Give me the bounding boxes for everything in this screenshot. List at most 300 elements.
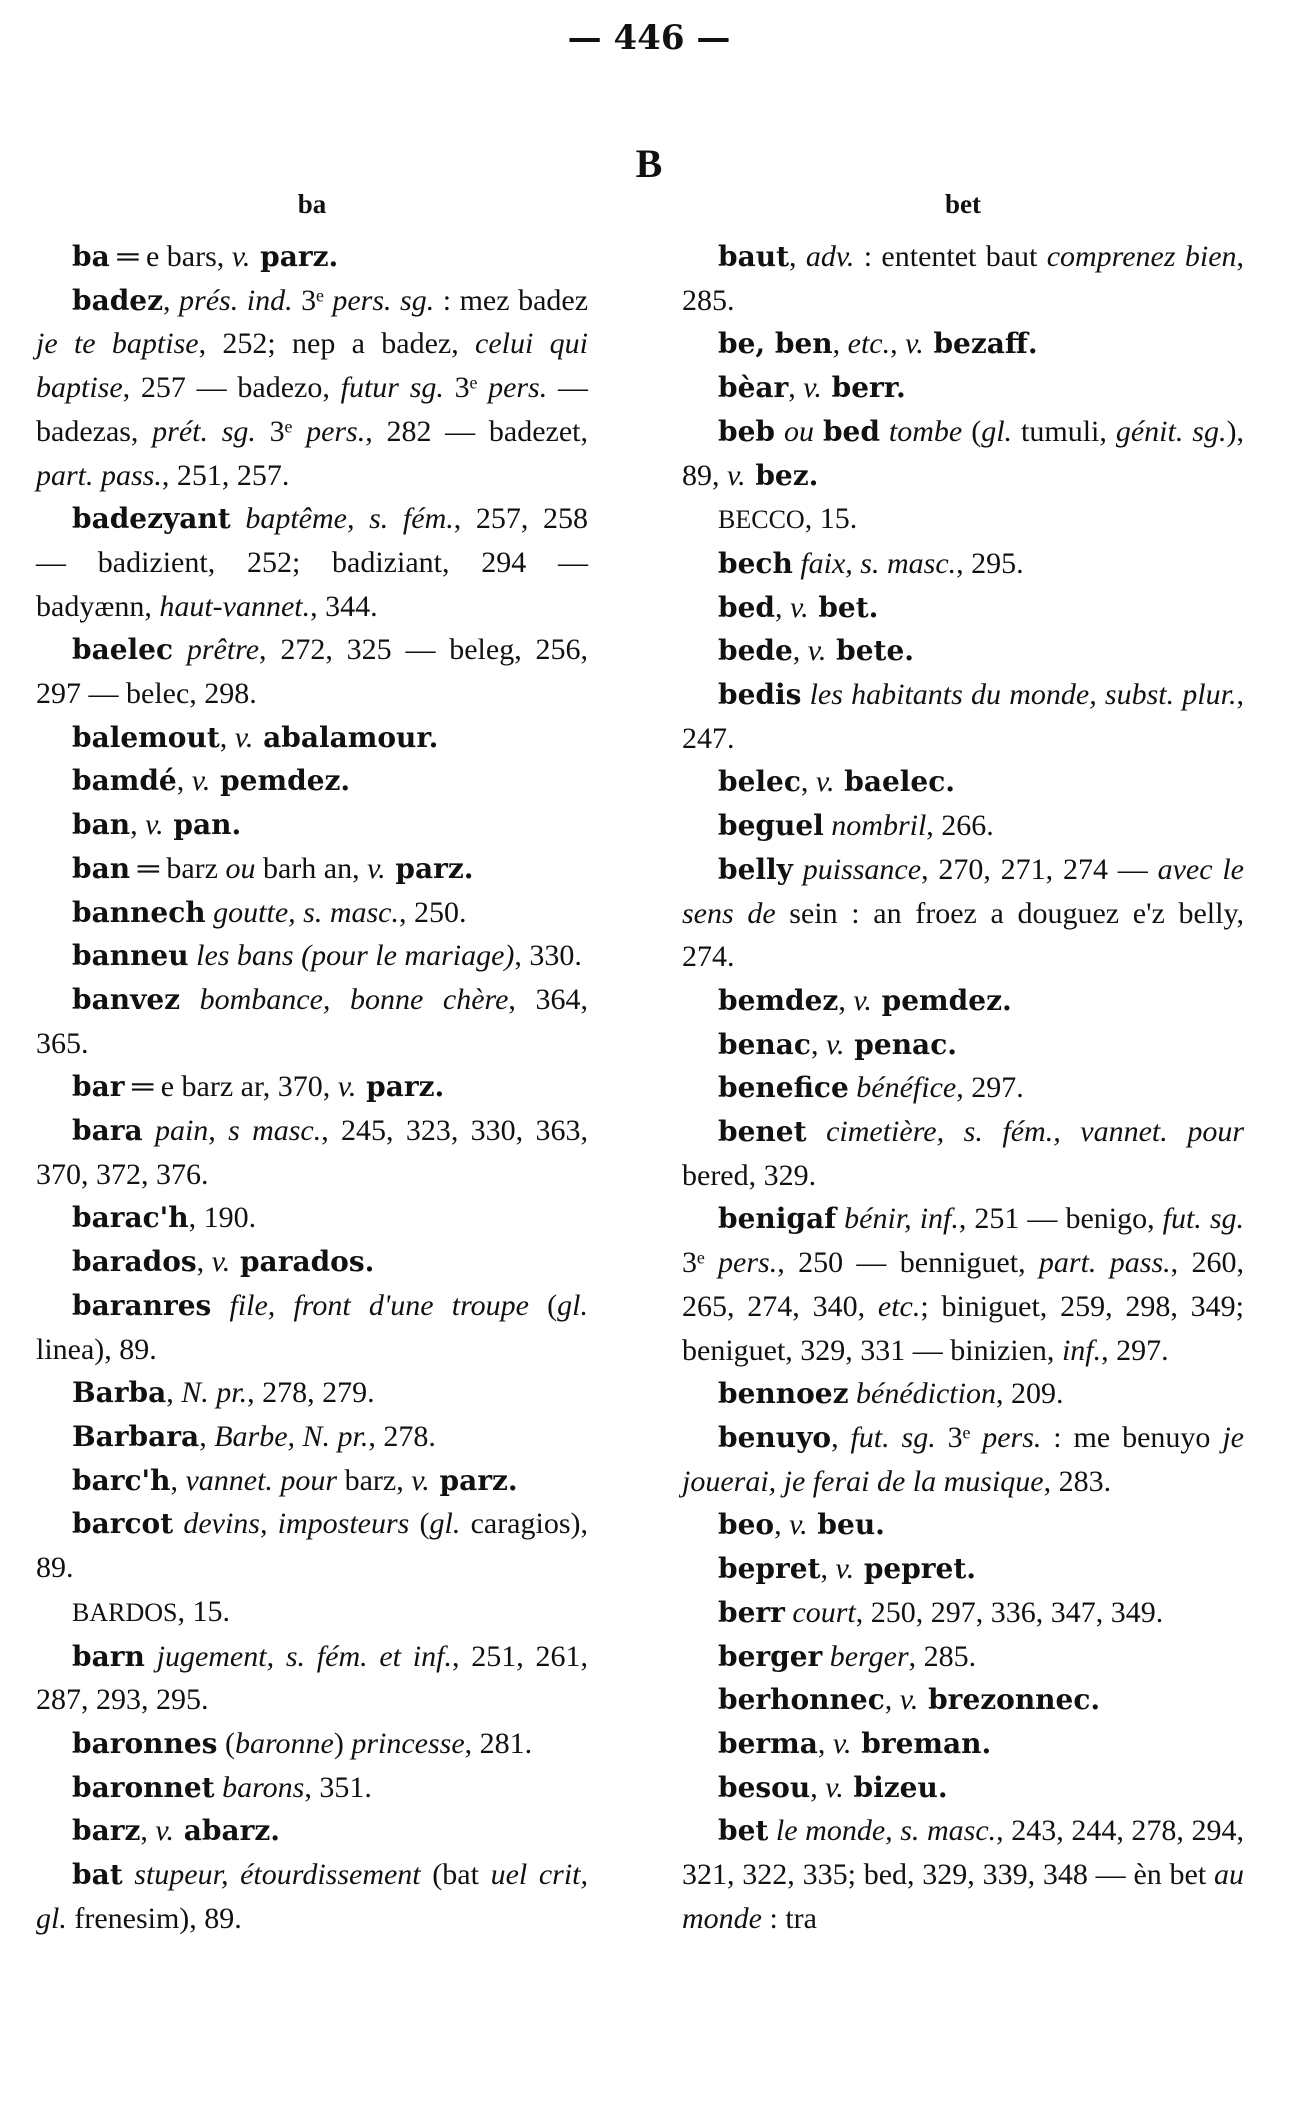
dictionary-entry [36, 847, 588, 891]
text: , [196, 1245, 212, 1279]
text: , 251, 261, 287, 293, 295. [36, 1639, 589, 1717]
dictionary-entry [36, 1459, 588, 1503]
text: , 250, 297, 336, 347, 349. [855, 1595, 1164, 1629]
italic-text: etc. [877, 1289, 921, 1323]
text: , 250. [398, 895, 467, 929]
text: , 364, 365. [36, 982, 588, 1060]
dictionary-entry [682, 542, 1244, 586]
italic-text: prét. sg. [152, 414, 256, 448]
italic-text: v. [231, 240, 251, 273]
italic-text: génit. sg. [1115, 414, 1227, 448]
text: ═ e bars, [109, 240, 232, 273]
text: sein : an froez a douguez e'z belly, 274. [682, 896, 1244, 974]
text: ), 89, [682, 414, 1244, 492]
text: , 351. [304, 1770, 372, 1804]
headword: bet. [808, 590, 879, 624]
text: ( [962, 414, 982, 448]
headword: parz. [385, 851, 474, 885]
headword: beo [718, 1508, 775, 1542]
italic-text: je jouerai, je ferai de la musique [682, 1420, 1244, 1498]
italic-text: vannet. pour [185, 1463, 338, 1497]
dictionary-entry [36, 1065, 588, 1109]
headword: bamdé [72, 764, 177, 798]
text: , 297. [1101, 1333, 1169, 1367]
text: ═ e barz ar, 370, [124, 1070, 338, 1104]
headword: bech [718, 546, 793, 580]
dictionary-entry [36, 803, 588, 847]
headword: barz [72, 1814, 141, 1848]
headword: bannech [72, 895, 206, 929]
dictionary-entry [682, 1809, 1244, 1940]
dictionary-entry [36, 1853, 588, 1940]
text: — badezas, [36, 371, 588, 448]
text: ; biniguet, 259, 298, 349; beniguet, 329, 331 — binizien, [682, 1289, 1244, 1367]
running-head-left: ba [297, 189, 327, 219]
text: 3ᵉ [443, 371, 489, 405]
dictionary-entry [682, 1766, 1244, 1810]
dictionary-entry [36, 235, 588, 279]
text: , 251 — benigo, [958, 1202, 1163, 1236]
italic-text: v. [807, 634, 827, 668]
text: , 15. [177, 1594, 230, 1628]
headword: barn [72, 1639, 145, 1673]
dictionary-entry [682, 1635, 1244, 1679]
headword: baronnet [72, 1770, 215, 1804]
dictionary-entry [36, 978, 588, 1065]
italic-text: celui qui baptise [36, 327, 588, 405]
italic-text: jugement, s. fém. et inf. [144, 1639, 452, 1673]
text: 3ᵉ [292, 283, 333, 317]
italic-text: v. [832, 1726, 852, 1760]
headword: ban [72, 808, 131, 842]
headword: berr. [821, 371, 906, 405]
text: tumuli, [1012, 414, 1116, 448]
text: : tra [761, 1901, 817, 1935]
headword: bat [72, 1858, 123, 1892]
text: , [788, 371, 804, 405]
headword: berr [718, 1595, 785, 1629]
dictionary-entry [36, 934, 588, 978]
headword: bete. [826, 634, 915, 668]
text: , 270, 271, 274 — [921, 852, 1158, 886]
headword: beguel [718, 809, 824, 843]
italic-text: pers. sg. [332, 283, 435, 317]
headword: benigaf [718, 1202, 837, 1236]
dictionary-entry [36, 1590, 588, 1635]
headword: banvez [72, 982, 181, 1016]
text: , 281. [464, 1726, 533, 1760]
dictionary-entry [682, 1678, 1244, 1722]
dictionary-entry [682, 1591, 1244, 1635]
italic-text: bombance, bonne chère [180, 982, 509, 1016]
headword: abalamour. [253, 720, 439, 754]
text: ( [409, 1507, 430, 1541]
text: , [774, 590, 790, 624]
italic-text: v. [191, 764, 211, 798]
italic-text: au monde [682, 1858, 1244, 1935]
text: , 260, 265, 274, 340, [682, 1246, 1244, 1323]
italic-text: adv. [805, 240, 855, 273]
headword: pepret. [854, 1552, 977, 1586]
dictionary-entry [36, 1284, 588, 1371]
dictionary-entry [682, 848, 1244, 979]
dictionary-entry [682, 1197, 1244, 1372]
text: , 266. [926, 809, 994, 843]
italic-text: pain, s masc. [142, 1114, 322, 1148]
dictionary-entry [36, 628, 588, 715]
headword: benac [718, 1027, 811, 1061]
text: ( [528, 1288, 558, 1322]
text: , 245, 323, 330, 363, 370, 372, 376. [36, 1114, 588, 1191]
italic-text: prêtre [173, 633, 260, 667]
headword: parz. [356, 1070, 445, 1104]
headword: belly [718, 852, 793, 886]
text: , 282 — badezet, [365, 414, 589, 448]
italic-text: file, front d'une troupe [211, 1288, 529, 1322]
italic-text: devins, imposteurs [173, 1507, 410, 1541]
italic-text: pers. [488, 371, 548, 405]
headword: bara [72, 1114, 143, 1148]
text: (bat [420, 1858, 491, 1892]
italic-text: v. [815, 765, 835, 799]
dictionary-entry [682, 1547, 1244, 1591]
dictionary-entry [36, 1722, 588, 1766]
headword: bed [718, 590, 775, 624]
text: , 283. [1043, 1464, 1112, 1498]
italic-text: v. [825, 1027, 845, 1061]
headword: bepret [718, 1552, 821, 1586]
italic-text: le monde, s. masc. [768, 1814, 997, 1848]
text: ) [333, 1726, 352, 1760]
italic-text: v. [789, 590, 809, 624]
text: , 247. [682, 678, 1244, 755]
text: , 272, 325 — beleg, 256, 297 — belec, 298. [36, 633, 588, 711]
headword: besou [718, 1770, 811, 1804]
headword: berma [718, 1726, 818, 1760]
entries-left [36, 235, 588, 1940]
text: ( [217, 1726, 235, 1760]
italic-text: bénéfice [848, 1071, 957, 1105]
italic-text: haut-vannet. [159, 589, 311, 623]
text: , [800, 765, 816, 799]
italic-text: N. pr. [181, 1376, 248, 1410]
text: 3ᵉ [255, 414, 307, 448]
dictionary-entry [682, 673, 1244, 760]
text: , [166, 1376, 182, 1410]
headword: Barba [72, 1376, 167, 1410]
headword: pemdez. [871, 983, 1012, 1017]
italic-text: stupeur, étourdissement [122, 1858, 421, 1892]
italic-text: fut. sg. [1162, 1202, 1244, 1236]
dictionary-entry [682, 979, 1244, 1023]
headword: bar [72, 1070, 125, 1104]
headword: abarz. [173, 1814, 280, 1848]
text: , [832, 327, 848, 361]
headword: bed [822, 414, 880, 448]
dictionary-entry [682, 629, 1244, 673]
headword: bèar [718, 371, 789, 405]
italic-text: ou [774, 414, 823, 448]
headword: bemdez [718, 983, 839, 1017]
text: , 278. [368, 1419, 436, 1453]
text: , 190. [188, 1201, 257, 1235]
text: , [130, 808, 146, 842]
headword: berger [718, 1639, 823, 1673]
headword: bizeu. [843, 1770, 948, 1804]
italic-text: etc. [847, 327, 891, 361]
italic-text: v. [789, 1508, 808, 1542]
text: , [774, 1508, 790, 1542]
italic-text: pers. [306, 414, 366, 448]
headword: penac. [844, 1027, 957, 1061]
italic-text: court [784, 1595, 856, 1629]
text: , [838, 983, 854, 1017]
text: , [810, 1770, 826, 1804]
headword: barac'h [72, 1201, 189, 1235]
italic-text: gl. [429, 1507, 461, 1541]
italic-text: v. [825, 1770, 844, 1804]
italic-text: bénir, inf. [836, 1202, 959, 1236]
text: 3ᵉ [682, 1246, 719, 1280]
headword: parz. [429, 1463, 518, 1497]
italic-text: uel crit, gl. [36, 1858, 589, 1935]
dictionary-entry [682, 1023, 1244, 1067]
italic-text: comprenez bien [1046, 240, 1237, 273]
italic-text: v. [727, 458, 746, 492]
text: : me benuyo [1041, 1420, 1223, 1454]
headword: belec [718, 765, 801, 799]
dictionary-entry [682, 760, 1244, 804]
dictionary-entry [682, 1503, 1244, 1547]
text: , [817, 1726, 833, 1760]
headword: benuyo [718, 1420, 832, 1454]
italic-text: ou [225, 851, 256, 885]
italic-text: barons [214, 1770, 305, 1804]
italic-text: baronne [234, 1726, 334, 1760]
italic-text: tombe [879, 414, 963, 448]
text: , 285. [908, 1639, 977, 1673]
text: bered, 329. [682, 1158, 817, 1192]
headword: berhonnec [718, 1683, 885, 1717]
entries-right [682, 235, 1244, 1940]
dictionary-entry [36, 1766, 588, 1810]
headword: baelec [72, 633, 174, 667]
headword: benet [718, 1115, 807, 1149]
text: : ententet baut [854, 240, 1047, 273]
italic-text: fut. sg. [850, 1420, 936, 1454]
italic-text: v. [145, 808, 164, 842]
text: , 257, 258 — badizient, 252; badiziant, 294 — badyænn, [36, 502, 588, 623]
dictionary-entry [682, 322, 1244, 366]
headword: ban [72, 851, 131, 885]
dictionary-entry [36, 279, 588, 498]
text: caragios), 89. [36, 1507, 588, 1585]
headword: barados [72, 1245, 197, 1279]
text: barh an, [255, 851, 368, 885]
italic-text: puissance [792, 852, 922, 886]
text: , 243, 244, 278, 294, 321, 322, 335; bed, 329, 339, 348 — èn bet [682, 1814, 1244, 1892]
italic-text: cimetière, s. fém., vannet. pour [806, 1115, 1244, 1149]
italic-text: faix, s. masc. [792, 546, 957, 580]
headword: bede [718, 634, 793, 668]
text: , 252; nep a badez, [198, 327, 476, 361]
text: , 251, 257. [161, 458, 290, 492]
headword: bedis [718, 678, 802, 712]
italic-text: v. [411, 1463, 430, 1497]
text: , 278, 279. [247, 1376, 375, 1410]
headword: beb [718, 414, 775, 448]
headword: barc'h [72, 1463, 171, 1497]
headword: badez [72, 283, 164, 317]
italic-text: pers. [982, 1420, 1042, 1454]
headword: bez. [745, 458, 819, 492]
dictionary-entry [36, 1809, 588, 1853]
headword: breman. [851, 1726, 992, 1760]
text: linea), 89. [36, 1332, 157, 1366]
dictionary-entry [36, 1371, 588, 1415]
italic-text: bénédiction [848, 1377, 996, 1411]
text: , [140, 1814, 156, 1848]
dictionary-entry [36, 1415, 588, 1459]
right-column [682, 185, 1244, 1940]
text: barz, [337, 1463, 412, 1497]
dictionary-entry [36, 716, 588, 760]
italic-text: baptême, s. fém. [230, 502, 454, 536]
dictionary-entry [682, 497, 1244, 542]
italic-text: Barbe, N. pr. [214, 1419, 369, 1453]
italic-text: v. [211, 1245, 231, 1279]
headword: pan. [163, 808, 242, 842]
italic-text: je te baptise [36, 327, 199, 361]
dictionary-entry [36, 1109, 588, 1196]
dictionary-entry [36, 1635, 588, 1722]
dictionary-entry [36, 1502, 588, 1589]
italic-text: v. [337, 1070, 357, 1104]
page-number: — 446 — [567, 18, 731, 58]
text: , 285. [682, 240, 1245, 317]
italic-text: v. [367, 851, 386, 885]
dictionary-entry [682, 1416, 1244, 1503]
text: , [219, 720, 235, 754]
left-column [36, 185, 588, 1940]
text: , 15. [804, 502, 858, 536]
dictionary-entry [36, 497, 588, 628]
headword: balemout [72, 720, 220, 754]
text: , [884, 1683, 900, 1717]
headword: banneu [72, 939, 189, 973]
headword: bet [718, 1814, 769, 1848]
italic-text: part. pass. [36, 458, 162, 492]
italic-text: v. [853, 983, 872, 1017]
text: , [810, 1027, 826, 1061]
text: , [831, 1420, 851, 1454]
headword: parz. [250, 240, 339, 273]
headword: Barbara [72, 1419, 200, 1453]
headword: baut [718, 240, 790, 273]
italic-text: v. [803, 371, 822, 405]
headword: bezaff. [923, 327, 1038, 361]
headword: bennoez [718, 1377, 849, 1411]
italic-text: berger [822, 1639, 909, 1673]
dictionary-entry [682, 235, 1244, 322]
italic-text: part. pass. [1038, 1246, 1171, 1280]
text: 3ᵉ [935, 1420, 983, 1454]
text: , [170, 1463, 186, 1497]
italic-text: v. [835, 1552, 855, 1586]
text: , [163, 283, 180, 317]
running-head-right: bet [945, 189, 981, 219]
italic-text: v. [234, 720, 254, 754]
italic-text: gl. [981, 414, 1013, 448]
dictionary-entry [36, 891, 588, 935]
text: , 297. [956, 1071, 1024, 1105]
text: , [792, 634, 808, 668]
dictionary-entry [682, 366, 1244, 410]
section-letter: B [635, 141, 663, 186]
dictionary-entry [682, 410, 1244, 497]
text: , [820, 1552, 836, 1586]
headword: baranres [72, 1288, 212, 1322]
text: , 209. [995, 1377, 1064, 1411]
headword: baelec. [834, 765, 956, 799]
italic-text: v. [155, 1814, 174, 1848]
text: , [789, 240, 806, 273]
italic-text: inf. [1061, 1333, 1102, 1367]
italic-text: nombril [823, 809, 927, 843]
italic-text: futur sg. [340, 371, 444, 405]
text: , [199, 1419, 215, 1453]
text: , 257 — badezo, [122, 371, 341, 405]
small-caps-text: BECCO [718, 505, 805, 535]
text: , 344. [310, 589, 378, 623]
text: : mez badez [434, 283, 589, 317]
headword: pemdez. [210, 764, 351, 798]
italic-text: v. [905, 327, 924, 361]
dictionary-entry [682, 804, 1244, 848]
dictionary-entry [36, 1196, 588, 1240]
italic-text: pers. [718, 1246, 778, 1280]
italic-text: princesse [351, 1726, 465, 1760]
headword: ba [72, 240, 110, 273]
headword: badezyant [72, 502, 231, 536]
italic-text: goutte, s. masc. [205, 895, 399, 929]
headword: barcot [72, 1507, 174, 1541]
italic-text: les habitants du monde, subst. plur. [801, 678, 1237, 712]
headword: beu. [807, 1508, 885, 1542]
text: frenesim), 89. [66, 1901, 242, 1935]
headword: brezonnec. [918, 1683, 1101, 1717]
text: , 330. [514, 939, 582, 973]
italic-text: avec le sens de [682, 852, 1244, 930]
dictionary-entry [682, 1110, 1244, 1197]
dictionary-entry [682, 1372, 1244, 1416]
headword: be, ben [718, 327, 833, 361]
dictionary-entry [36, 759, 588, 803]
dictionary-entry [682, 1722, 1244, 1766]
headword: benefice [718, 1071, 849, 1105]
italic-text: les bans (pour le mariage) [188, 939, 515, 973]
text: , 250 — benniguet, [777, 1246, 1039, 1280]
dictionary-entry [682, 586, 1244, 630]
dictionary-entry [682, 1066, 1244, 1110]
italic-text: gl. [557, 1288, 588, 1322]
text: , [890, 327, 906, 361]
italic-text: v. [899, 1683, 919, 1717]
dictionary-entry [36, 1240, 588, 1284]
italic-text: prés. ind. [179, 283, 293, 317]
text: , 295. [956, 546, 1024, 580]
headword: parados. [230, 1245, 375, 1279]
